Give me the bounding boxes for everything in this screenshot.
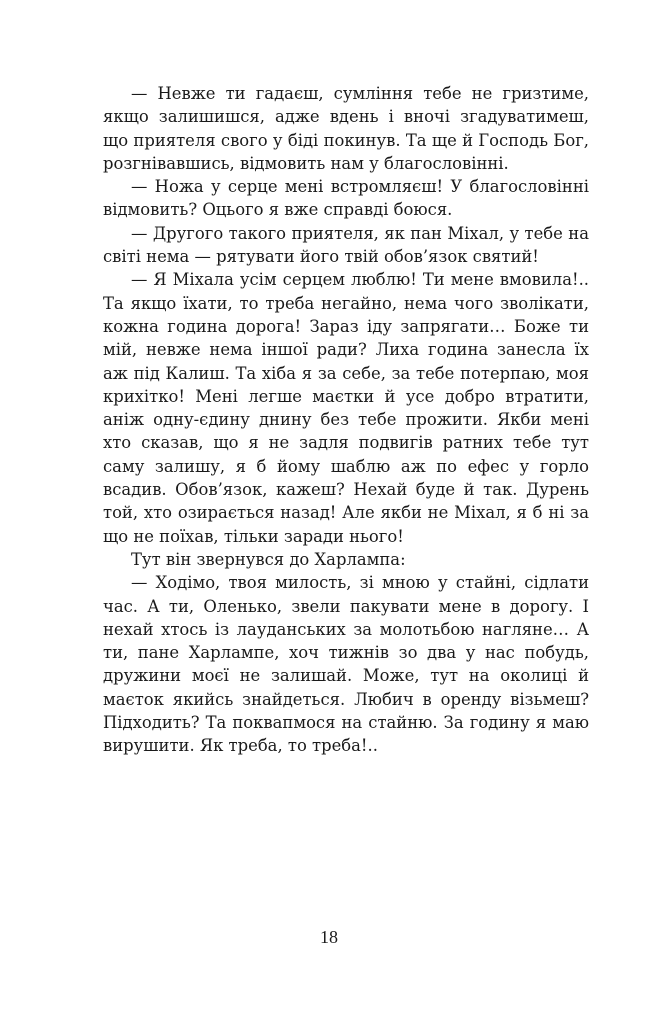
paragraph: — Я Міхала усім серцем люблю! Ти мене вмовила!.. Та якщо їхати, то треба негайно, нема чого зволікати, кожна година дорога! Зараз іду запрягати… Боже ти мій, невже нема іншої ради? Лиха година занесла їх аж під Калиш. Та хіба я за себе, за тебе потерпаю, моя крихітко! Мені легше маєтки й усе добро втратити, аніж одну-єдину днину без тебе прожити. Якби мені хто сказав, що я не задля подвигів ратних тебе тут саму залишу, я б йому шаблю аж по ефес у горло всадив. Обов’язок, кажеш? Нехай буде й так. Дурень той, хто озирається назад! Але якби не Міхал, я б ні за що не поїхав, тільки заради нього!	[103, 270, 589, 546]
page-text	[103, 82, 589, 758]
paragraph: Тут він звернувся до Харлампа:	[131, 549, 406, 569]
paragraph: — Другого такого приятеля, як пан Міхал, у тебе на світі нема — рятувати його твій обов’язок святий!	[103, 223, 589, 267]
page-number: 18	[320, 927, 338, 947]
paragraph: — Невже ти гадаєш, сумління тебе не гризтиме, якщо залишишся, адже вдень і вночі згадуватимеш, що приятеля свого у біді покинув. Та ще й Господь Бог, розгнівавшись, відмовить нам у благословінні.	[103, 84, 589, 173]
paragraph: — Ножа у серце мені встромляєш! У благословінні відмовить? Оцього я вже справді боюся.	[103, 177, 589, 220]
paragraph: — Ходімо, твоя милость, зі мною у стайні, сідлати час. А ти, Оленько, звели пакувати мене в дорогу. І нехай хтось із лауданських за молотьбою нагляне… А ти, пане Харлампе, хоч тижнів зо два у нас побудь, дружини моєї не залишай. Може, тут на околиці й маєток якийсь знайдеться. Любич в оренду візьмеш? Підходить? Та поквапмося на стайню. За годину я маю вирушити. Як треба, то треба!..	[103, 573, 589, 756]
